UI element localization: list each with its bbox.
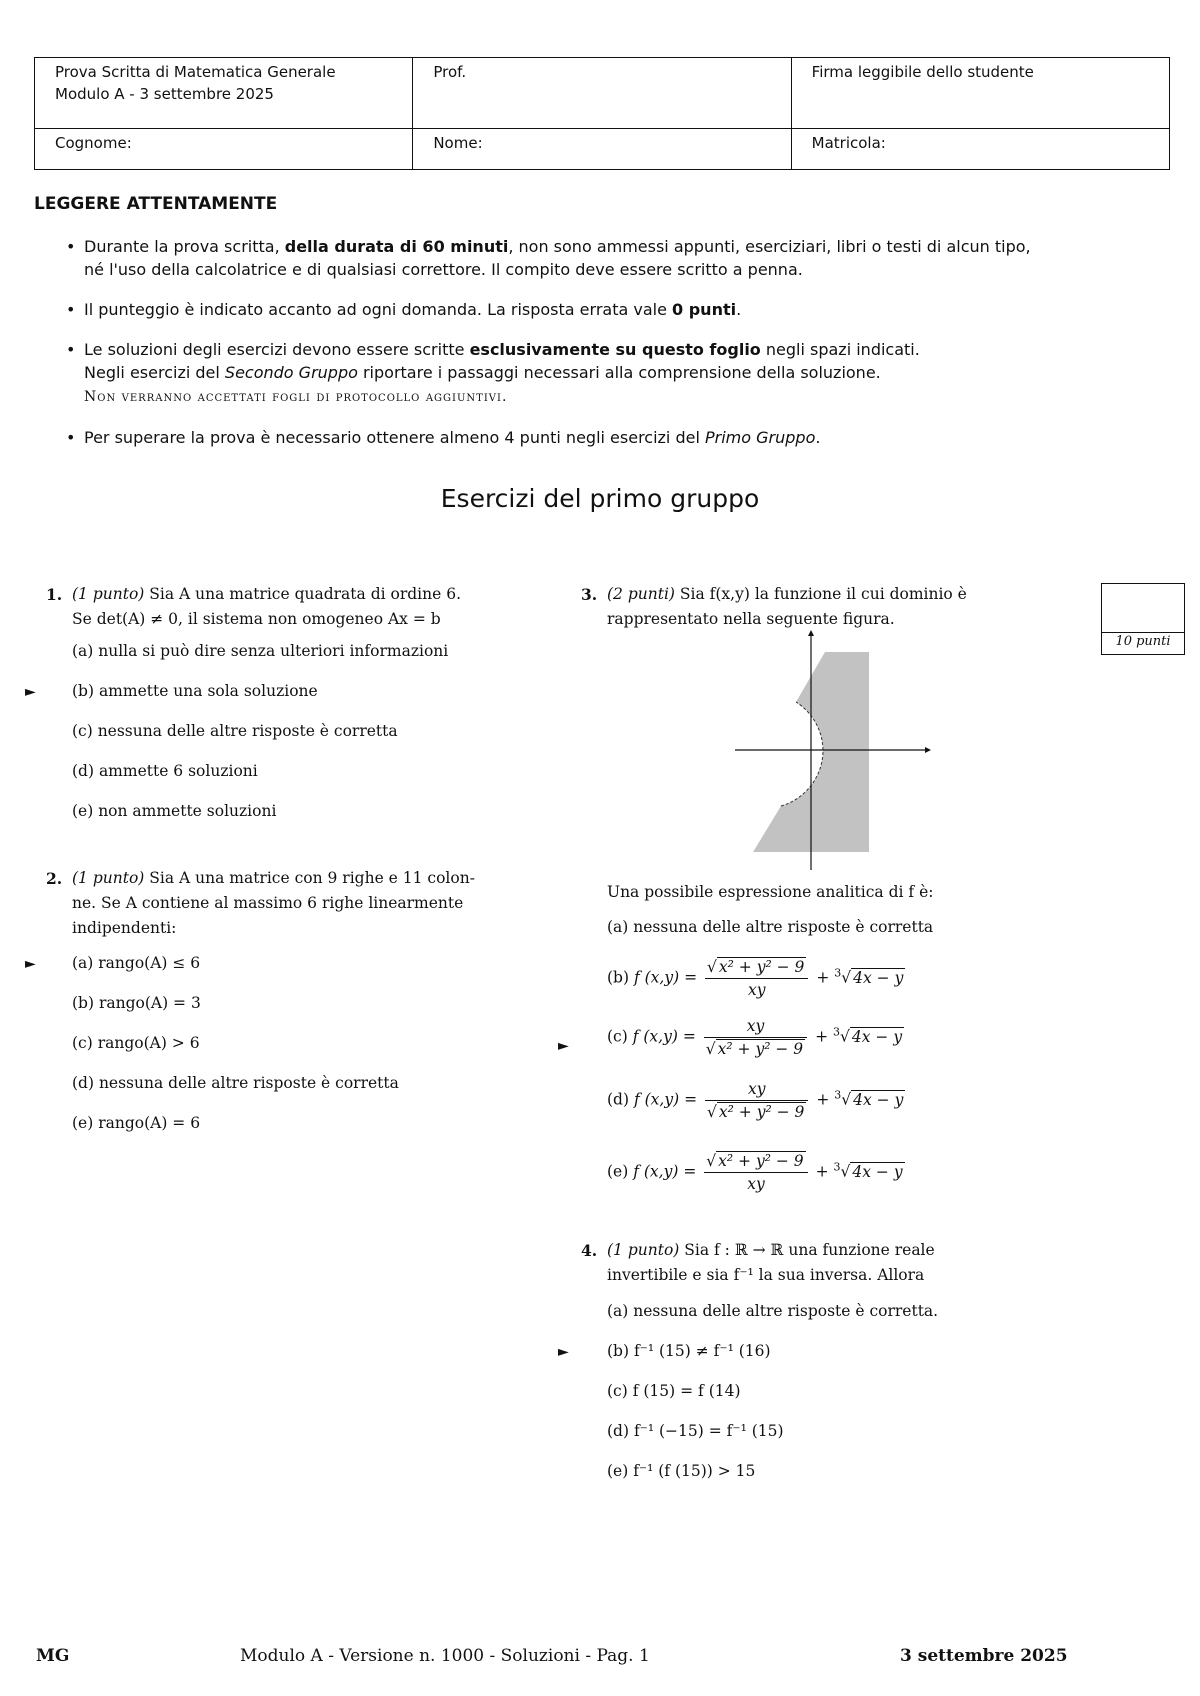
header-table [34, 57, 1170, 170]
plus-sign: + [815, 1162, 829, 1181]
instruction-warning: Non verranno accettati fogli di protocollo aggiuntivi. [84, 389, 508, 405]
exam-title-cell [35, 58, 413, 129]
question-3 [581, 582, 1061, 632]
question-text: Sia A una matrice con 9 righe e 11 colon- [144, 869, 475, 887]
plus-sign: + [816, 968, 830, 987]
question-number: 1. [46, 585, 63, 604]
instruction-emphasis: Secondo Gruppo [224, 363, 358, 382]
question-number: 4. [581, 1241, 598, 1260]
cbrt-expression: 4x − y [852, 1162, 903, 1181]
name-label: Nome: [433, 134, 483, 153]
numerator: xy [705, 1078, 808, 1101]
formula-fraction: $\frac{xy}{\text{√ x² + y² − 9}}$ [704, 1015, 807, 1060]
domain-figure [735, 630, 935, 870]
formula-lhs: f (x,y) = [633, 1090, 698, 1109]
q3-option-d[interactable]: (d) f (x,y) = $\frac{xy}{\text{√ x² + y² − 9}}$ + $^3$√ 4x − y [607, 1080, 904, 1121]
question-number: 2. [46, 869, 63, 888]
instruction-item: • Durante la prova scritta, della durata di 60 minuti, non sono ammessi appunti, eserciziari, libri o testi di alcun tipo, né l'uso della calcolatrice e di qualsiasi correttore. Il compito deve essere scritto a penna. [66, 237, 1031, 279]
prof-cell[interactable] [413, 58, 791, 129]
instruction-text: . [736, 300, 742, 319]
q4-option-b[interactable]: (b) f⁻¹ (15) ≠ f⁻¹ (16) [607, 1342, 771, 1360]
formula-fraction: $\frac{\text{√ x² + y² − 9}}{xy}$ [705, 956, 808, 1001]
root-index: 3 [834, 966, 842, 980]
correct-answer-marker: ► [558, 1038, 569, 1054]
correct-answer-marker: ► [558, 1344, 569, 1360]
q3-option-b[interactable]: (b) f (x,y) = $\frac{\text{√ x² + y² − 9}}{xy}$ + $^3$√ 4x − y [607, 958, 904, 999]
formula-fraction: $\frac{\text{√ x² + y² − 9}}{xy}$ [704, 1150, 807, 1195]
footer-center: Modulo A - Versione n. 1000 - Soluzioni - Pag. 1 [240, 1646, 650, 1666]
q4-option-c[interactable]: (c) f (15) = f (14) [607, 1382, 741, 1400]
q3-option-c[interactable]: (c) f (x,y) = $\frac{xy}{\text{√ x² + y² − 9}}$ + $^3$√ 4x − y [607, 1017, 903, 1058]
instruction-text: Negli esercizi del [84, 363, 225, 382]
q1-option-e[interactable]: (e) non ammette soluzioni [72, 802, 277, 820]
option-label: (e) [607, 1162, 629, 1181]
prof-label: Prof. [433, 63, 467, 81]
instruction-emphasis: Primo Gruppo [705, 428, 816, 447]
q3-option-e[interactable]: (e) f (x,y) = $\frac{\text{√ x² + y² − 9}}{xy}$ + $^3$√ 4x − y [607, 1152, 903, 1193]
q2-option-b[interactable]: (b) rango(A) = 3 [72, 994, 201, 1012]
sqrt-expression: x² + y² − 9 [718, 958, 805, 976]
q4-option-d[interactable]: (d) f⁻¹ (−15) = f⁻¹ (15) [607, 1422, 784, 1440]
question-number: 3. [581, 585, 598, 604]
sqrt-expression: x² + y² − 9 [718, 1152, 804, 1170]
q4-option-a[interactable]: (a) nessuna delle altre risposte è corretta. [607, 1302, 939, 1320]
instruction-item: • Il punteggio è indicato accanto ad ogni domanda. La risposta errata vale 0 punti. [66, 300, 742, 319]
score-box[interactable] [1101, 583, 1185, 655]
q3-prompt: Una possibile espressione analitica di f è: [607, 883, 934, 901]
formula-lhs: f (x,y) = [633, 968, 698, 987]
numerator: xy [704, 1015, 807, 1038]
instruction-text: Per superare la prova è necessario ottenere almeno 4 punti negli esercizi del [84, 428, 705, 447]
surname-label: Cognome: [55, 134, 132, 153]
instruction-text: Il punteggio è indicato accanto ad ogni domanda. La risposta errata vale [84, 300, 673, 319]
score-label: 10 punti [1115, 634, 1171, 649]
formula-lhs: f (x,y) = [633, 1162, 697, 1181]
instruction-item: • Le soluzioni degli esercizi devono essere scritte esclusivamente su questo foglio negli spazi indicati. Negli esercizi del Secondo Gruppo riportare i passaggi necessari alla comprensione della soluzione. Non verranno accettati fogli di protocollo aggiuntivi. [66, 340, 920, 405]
formula-fraction: $\frac{xy}{\text{√ x² + y² − 9}}$ [705, 1078, 808, 1123]
denominator: xy [747, 981, 766, 999]
question-text: Se det(A) ≠ 0, il sistema non omogeneo Ax = b [72, 610, 441, 628]
name-cell[interactable] [413, 129, 791, 170]
instructions-list [62, 235, 1112, 466]
sqrt-expression: x² + y² − 9 [717, 1040, 804, 1058]
instruction-emphasis: della durata di 60 minuti [284, 237, 509, 256]
option-label: (d) [607, 1090, 630, 1109]
footer-left: MG [36, 1646, 70, 1666]
question-text: indipendenti: [72, 919, 177, 937]
question-4 [581, 1238, 1061, 1288]
q2-option-a[interactable]: (a) rango(A) ≤ 6 [72, 954, 201, 972]
formula-lhs: f (x,y) = [632, 1027, 696, 1046]
sqrt-expression: x² + y² − 9 [718, 1103, 805, 1121]
q2-option-d[interactable]: (d) nessuna delle altre risposte è corretta [72, 1074, 399, 1092]
surname-cell[interactable] [35, 129, 413, 170]
score-divider [1102, 632, 1184, 633]
cbrt-expression: 4x − y [853, 968, 904, 987]
q2-option-c[interactable]: (c) rango(A) > 6 [72, 1034, 200, 1052]
instruction-text: . [815, 428, 821, 447]
x-axis-arrow [925, 747, 931, 753]
id-cell[interactable] [791, 129, 1169, 170]
signature-label: Firma leggibile dello studente [811, 63, 1034, 81]
question-text: rappresentato nella seguente figura. [607, 610, 895, 628]
question-2 [46, 866, 532, 941]
plus-sign: + [816, 1090, 830, 1109]
question-text: invertibile e sia f⁻¹ la sua inversa. Allora [607, 1266, 925, 1284]
q1-option-d[interactable]: (d) ammette 6 soluzioni [72, 762, 258, 780]
root-index: 3 [833, 1025, 841, 1039]
root-index: 3 [834, 1088, 842, 1102]
instructions-heading: LEGGERE ATTENTAMENTE [34, 194, 278, 214]
cbrt-expression: 4x − y [853, 1090, 904, 1109]
question-text: Sia f : ℝ → ℝ una funzione reale [679, 1241, 935, 1259]
y-axis-arrow [808, 630, 814, 636]
correct-answer-marker: ► [25, 956, 36, 972]
footer-right: 3 settembre 2025 [900, 1646, 1068, 1666]
q3-option-a[interactable]: (a) nessuna delle altre risposte è corretta [607, 918, 934, 936]
root-index: 3 [833, 1160, 841, 1174]
question-text: Sia A una matrice quadrata di ordine 6. [144, 585, 461, 603]
instruction-emphasis: esclusivamente su questo foglio [469, 340, 761, 359]
exam-title-line1: Prova Scritta di Matematica Generale [55, 63, 336, 81]
instruction-text: riportare i passaggi necessari alla comprensione della soluzione. [357, 363, 881, 382]
signature-cell[interactable] [791, 58, 1169, 129]
correct-answer-marker: ► [25, 684, 36, 700]
question-points: (1 punto) [72, 585, 145, 603]
id-label: Matricola: [811, 134, 886, 153]
option-label: (b) [607, 968, 630, 987]
q1-option-c[interactable]: (c) nessuna delle altre risposte è corretta [72, 722, 398, 740]
instruction-text: Durante la prova scritta, [84, 237, 285, 256]
q1-option-a[interactable]: (a) nulla si può dire senza ulteriori informazioni [72, 642, 449, 660]
q4-option-e[interactable]: (e) f⁻¹ (f (15)) > 15 [607, 1462, 756, 1480]
instruction-item: • Per superare la prova è necessario ottenere almeno 4 punti negli esercizi del Primo Gruppo. [66, 428, 821, 447]
plus-sign: + [815, 1027, 829, 1046]
cbrt-expression: 4x − y [851, 1027, 903, 1046]
instruction-text: Le soluzioni degli esercizi devono essere scritte [84, 340, 470, 359]
instruction-emphasis: 0 punti [672, 300, 737, 319]
question-points: (2 punti) [607, 585, 675, 603]
question-1 [46, 582, 526, 632]
section-title: Esercizi del primo gruppo [440, 484, 760, 513]
exam-title-line2: Modulo A - 3 settembre 2025 [55, 85, 274, 103]
question-points: (1 punto) [607, 1241, 680, 1259]
question-points: (1 punto) [72, 869, 145, 887]
q2-option-e[interactable]: (e) rango(A) = 6 [72, 1114, 201, 1132]
instruction-text: negli spazi indicati. [760, 340, 920, 359]
q1-option-b[interactable]: (b) ammette una sola soluzione [72, 682, 318, 700]
question-text: ne. Se A contiene al massimo 6 righe linearmente [72, 894, 464, 912]
denominator: xy [747, 1175, 765, 1193]
question-text: Sia f(x,y) la funzione il cui dominio è [674, 585, 967, 603]
option-label: (c) [607, 1027, 628, 1046]
instruction-text: né l'uso della calcolatrice e di qualsiasi correttore. Il compito deve essere scritto a penna. [84, 260, 803, 279]
instruction-text: , non sono ammessi appunti, eserciziari, libri o testi di alcun tipo, [508, 237, 1031, 256]
